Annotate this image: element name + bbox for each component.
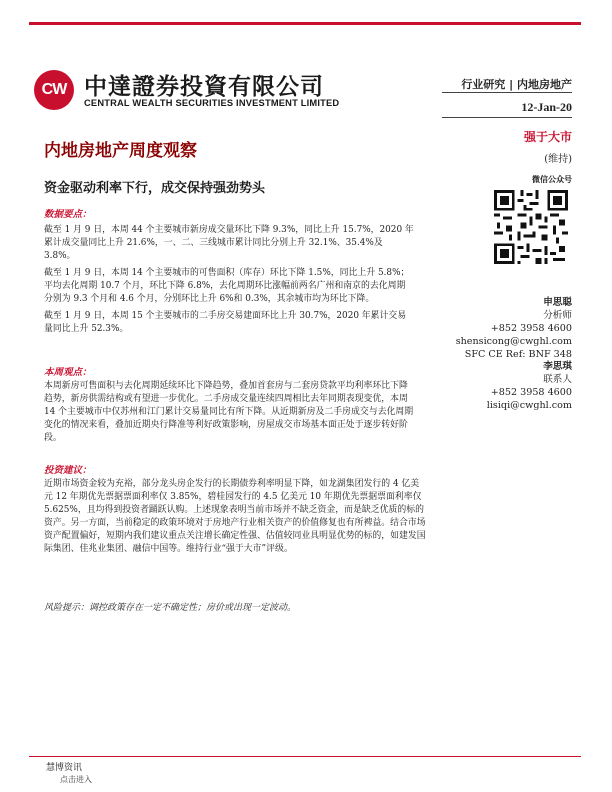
report-type: 行业研究 | 内地房地产: [461, 78, 572, 91]
data-paragraph: 截至 1 月 9 日，本周 44 个主要城市新房成交量环比下降 9.3%，同比上升 15.7%，2020 年累计成交量同比上升 21.6%，一、二、三线城市累计同比分别上升 32.1%、35.4%及 3.8%。: [44, 225, 414, 261]
data-points: [44, 224, 414, 336]
top-red-rule: [29, 22, 581, 25]
analyst-email[interactable]: shensicong@cwghl.com: [455, 336, 572, 347]
page-subtitle: 资金驱动利率下行，成交保持强劲势头: [44, 181, 266, 196]
page-title: 内地房地产周度观察: [44, 141, 197, 161]
footer-link[interactable]: 点击进入: [60, 775, 92, 784]
analyst-block: [456, 296, 572, 361]
analyst-cert: SFC CE Ref: BNF 348: [464, 349, 572, 360]
report-date: 12-Jan-20: [521, 100, 572, 114]
rating-label: 强于大市: [523, 130, 572, 144]
section-heading-view: 本周观点：: [44, 367, 92, 378]
rating-note: (维持): [544, 154, 572, 165]
qr-code: [494, 190, 568, 264]
contact-email[interactable]: lisiqi@cwghl.com: [486, 400, 572, 411]
header-rule: [442, 92, 572, 93]
footer-brand[interactable]: 慧博资讯: [46, 763, 83, 773]
contact-role: 联系人: [543, 374, 572, 385]
section-heading-invest: 投资建议：: [44, 465, 92, 476]
invest-paragraph: 近期市场资金较为充裕，部分龙头房企发行的长期债券利率明显下降，如龙湖集团发行的 4 亿美元 12 年期优先票据票面利率仅 3.85%，碧桂园发行的 4.5 亿美元 10 年期优先票据票面利率仅 5.625%，且均得到投资者踊跃认购。上述现象表明当前市场并不缺乏资金，而是缺乏优质的标的资产。另一方面，当前稳定的政策环境对于房地产行业相关资产的价值修复也有所裨益。结合市场资产配置偏好，短期内我们建议重点关注增长确定性强、估值较同业具明显优势的标的，如建发国际集团、佳兆业集团、融信中国等。维持行业“强于大市”评级。: [44, 479, 426, 554]
contact-name: 李思琪: [543, 361, 572, 372]
footer-rule: [29, 756, 581, 757]
analyst-name: 申思聪: [543, 297, 572, 308]
section-heading-data: 数据要点：: [44, 209, 92, 220]
contact-phone: +852 3958 4600: [490, 387, 572, 398]
company-name-cn: 中達證券投資有限公司: [84, 74, 324, 100]
company-logo: CW: [34, 70, 74, 110]
view-paragraph: 本周新房可售面积与去化周期延续环比下降趋势，叠加首套房与二套房贷款平均利率环比下降趋势，新房供需结构或有望进一步优化。二手房成交量连续四周相比去年同期表现变优，本周 14 个主要城市中仅苏州和江门累计交易量同比有所下降。从近期新房及二手房成交与去化周期变化的情况来看，叠加近期央行降准等利好政策影响，房屋成交市场基本面正处于逐步转好阶段。: [44, 381, 414, 443]
analyst-role: 分析师: [543, 310, 572, 321]
header-rule: [442, 117, 572, 118]
risk-note: 风险提示：调控政策存在一定不确定性；房价或出现一定波动。: [44, 603, 297, 613]
wechat-label: 微信公众号: [532, 175, 572, 184]
company-name-en: CENTRAL WEALTH SECURITIES INVESTMENT LIMITED: [84, 98, 340, 108]
data-paragraph: 截至 1 月 9 日，本周 15 个主要城市的二手房交易建面环比上升 30.7%，2020 年累计交易量同比上升 52.3%。: [44, 311, 407, 334]
data-paragraph: 截至 1 月 9 日，本周 14 个主要城市的可售面积（库存）环比下降 1.5%，同比上升 5.8%；平均去化周期 10.7 个月，环比下降 6.8%，去化周期环比涨幅前两名广州和南京的去化周期分别为 9.3 个月和 4.6 个月，分别环比上升 6%和 0.3%，其余城市均为环比下降。: [44, 268, 410, 304]
contact-block: [487, 360, 572, 412]
analyst-phone: +852 3958 4600: [490, 323, 572, 334]
